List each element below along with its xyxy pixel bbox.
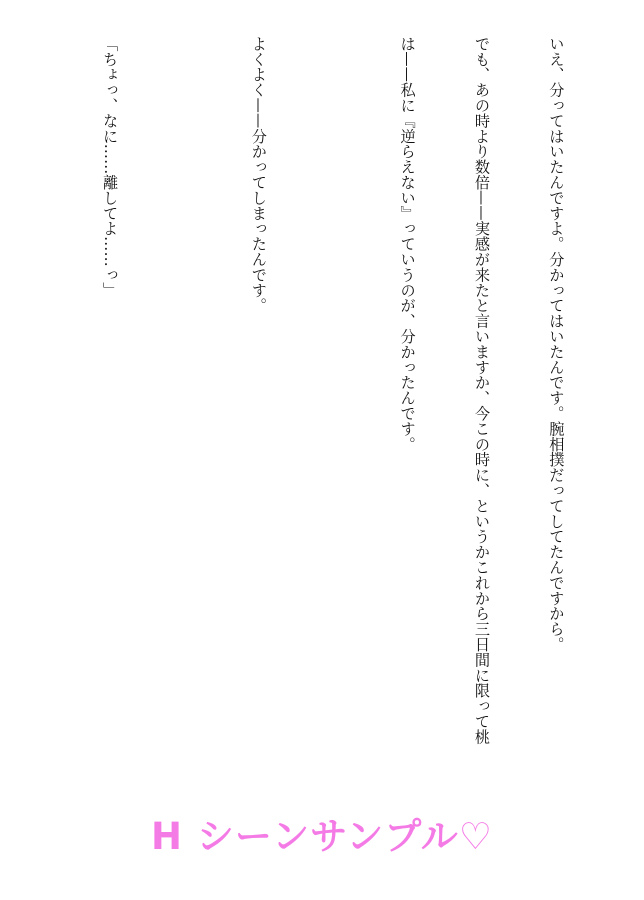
text-line: は——私に『逆らえない』っていうのが、分かったんです。 xyxy=(398,36,417,452)
blank-line xyxy=(320,36,345,796)
text-line: よくよく——分かってしまったんです。 xyxy=(249,36,268,314)
text-line: いえ、分ってはいたんですよ。分かってはいたんです。腕相撲だってしてたんですから。 xyxy=(547,36,566,652)
sample-caption: H シーンサンプル♡ xyxy=(151,815,493,858)
vertical-text-body xyxy=(0,36,618,796)
blank-line xyxy=(23,36,48,796)
blank-line xyxy=(172,36,197,796)
dialogue-line: 「ちょっ、なに……離してよ……っ」 xyxy=(101,36,120,298)
text-line: でも、あの時より数倍——実感が来たと言いますか、今この時に、というかこれから三日間に限って桃 xyxy=(473,36,492,745)
